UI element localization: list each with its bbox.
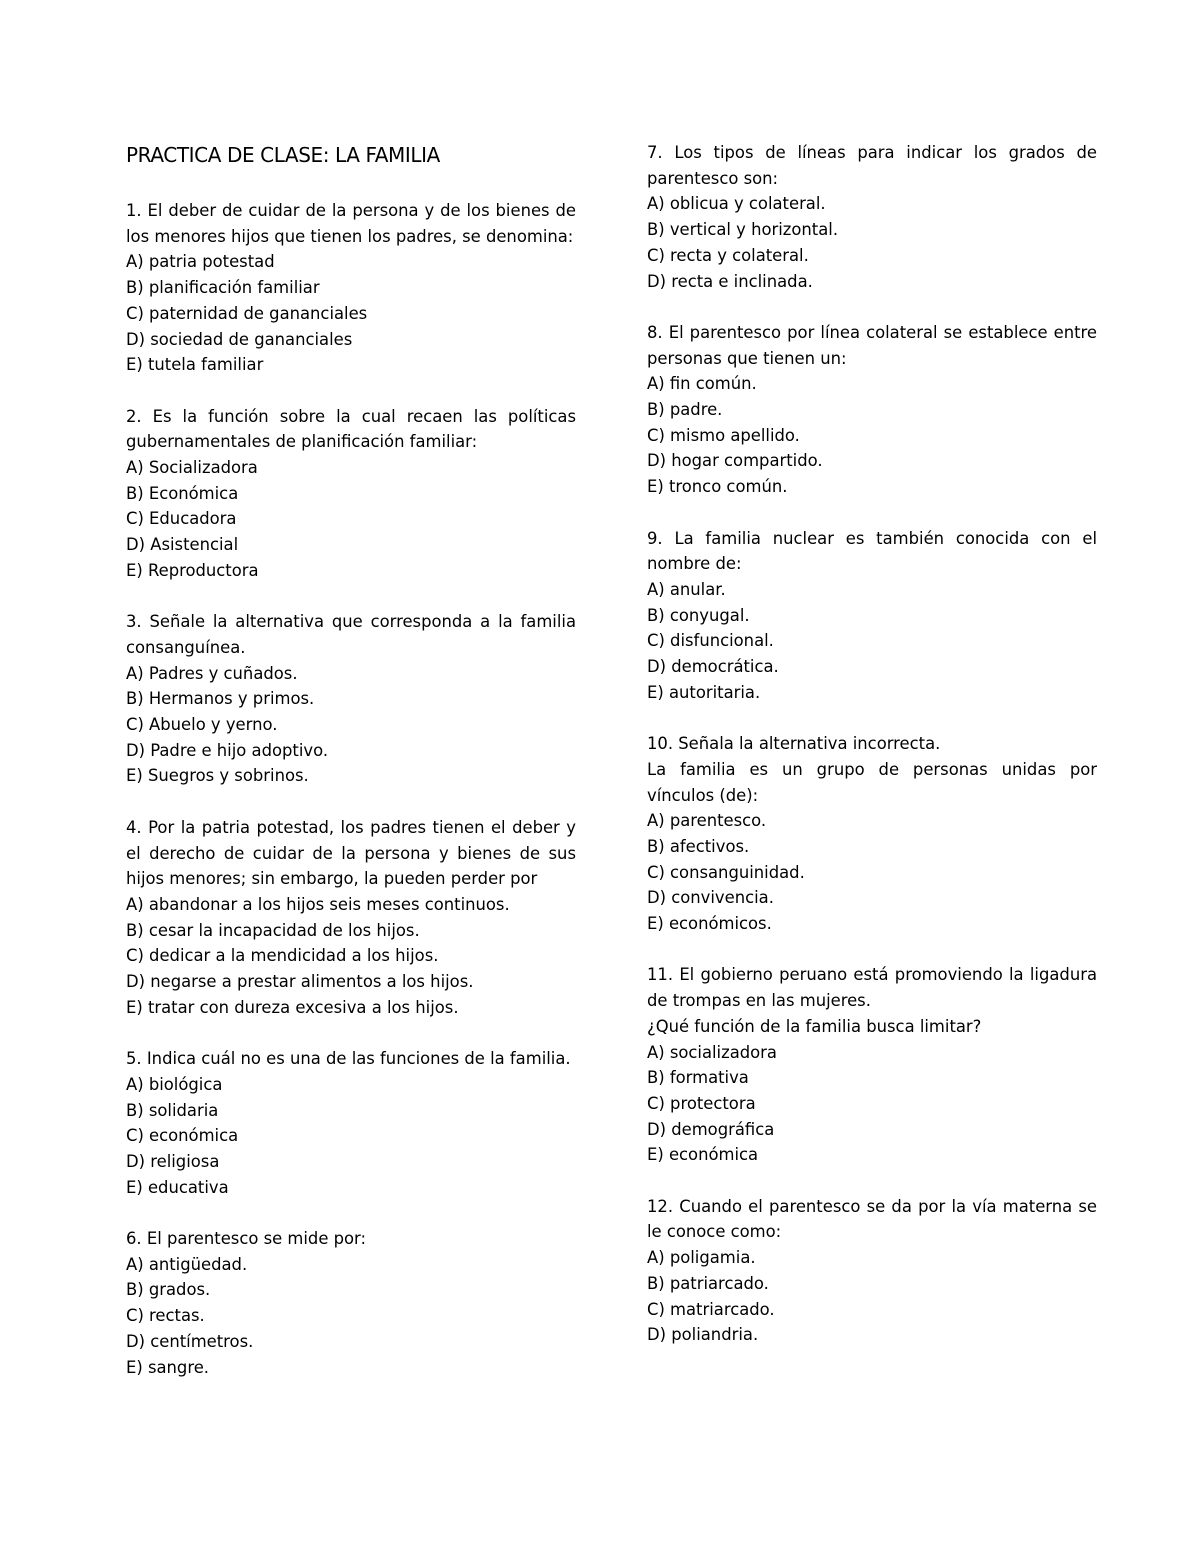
option-a: A) Socializadora — [126, 458, 258, 478]
option-d: D) demográfica — [647, 1119, 775, 1139]
option-c: C) Abuelo y yerno. — [126, 715, 278, 735]
option-a: A) biológica — [126, 1074, 223, 1094]
question-subtext: ¿Qué función de la familia busca limitar? — [647, 1016, 982, 1036]
option-c: C) protectora — [647, 1093, 756, 1113]
option-b: B) afectivos. — [647, 836, 750, 856]
question-text: 12. Cuando el parentesco se da por la vía materna se le conoce como: — [647, 1196, 1097, 1242]
option-c: C) recta y colateral. — [647, 245, 809, 265]
option-b: B) cesar la incapacidad de los hijos. — [126, 920, 420, 940]
left-column — [126, 140, 576, 1406]
option-b: B) vertical y horizontal. — [647, 220, 839, 240]
option-b: B) conyugal. — [647, 605, 750, 625]
option-a: A) antigüedad. — [126, 1254, 248, 1274]
option-e: E) tutela familiar — [126, 355, 264, 375]
question-text: 6. El parentesco se mide por: — [126, 1229, 367, 1249]
option-c: C) dedicar a la mendicidad a los hijos. — [126, 946, 439, 966]
option-list — [647, 808, 1097, 937]
option-a: A) abandonar a los hijos seis meses continuos. — [126, 894, 510, 914]
option-c: C) paternidad de gananciales — [126, 303, 368, 323]
option-e: E) Reproductora — [126, 560, 259, 580]
question-text: 9. La familia nuclear es también conocida con el nombre de: — [647, 528, 1097, 574]
option-e: E) tratar con dureza excesiva a los hijos. — [126, 997, 459, 1017]
option-e: E) autoritaria. — [647, 682, 761, 702]
option-a: A) socializadora — [647, 1042, 777, 1062]
option-a: A) fin común. — [647, 374, 757, 394]
option-d: D) religiosa — [126, 1151, 220, 1171]
option-e: E) Suegros y sobrinos. — [126, 766, 309, 786]
question-text: 10. Señala la alternativa incorrecta. — [647, 734, 941, 754]
question-2 — [126, 404, 576, 584]
question-text: 5. Indica cuál no es una de las funciones de la familia. — [126, 1049, 571, 1069]
option-b: B) formativa — [647, 1068, 749, 1088]
question-text: 2. Es la función sobre la cual recaen las políticas gubernamentales de planificación familiar: — [126, 406, 576, 452]
option-list — [647, 371, 1097, 500]
option-d: D) hogar compartido. — [647, 451, 823, 471]
option-list — [126, 1252, 576, 1381]
question-5 — [126, 1046, 576, 1200]
question-10 — [647, 731, 1097, 937]
question-3 — [126, 609, 576, 789]
option-e: E) económica — [647, 1145, 759, 1165]
option-b: B) padre. — [647, 400, 723, 420]
option-d: D) democrática. — [647, 657, 779, 677]
option-list — [126, 1072, 576, 1201]
option-c: C) económica — [126, 1126, 239, 1146]
option-c: C) consanguinidad. — [647, 862, 805, 882]
question-4 — [126, 815, 576, 1021]
option-a: A) Padres y cuñados. — [126, 663, 298, 683]
option-b: B) Hermanos y primos. — [126, 689, 315, 709]
option-list — [647, 1245, 1097, 1348]
option-list — [126, 892, 576, 1021]
option-d: D) Padre e hijo adoptivo. — [126, 740, 329, 760]
option-list — [647, 577, 1097, 706]
question-12 — [647, 1194, 1097, 1348]
question-11 — [647, 962, 1097, 1168]
option-d: D) Asistencial — [126, 535, 239, 555]
question-text: 4. Por la patria potestad, los padres tienen el deber y el derecho de cuidar de la persona y bienes de sus hijos menores; sin embargo, la pueden perder por — [126, 817, 576, 889]
option-d: D) centímetros. — [126, 1331, 254, 1351]
option-list — [647, 191, 1097, 294]
option-a: A) poligamia. — [647, 1248, 756, 1268]
option-d: D) poliandria. — [647, 1325, 759, 1345]
option-c: C) rectas. — [126, 1306, 205, 1326]
option-a: A) parentesco. — [647, 811, 767, 831]
option-b: B) planificación familiar — [126, 278, 320, 298]
question-9 — [647, 526, 1097, 706]
option-e: E) económicos. — [647, 914, 772, 934]
option-c: C) disfuncional. — [647, 631, 774, 651]
question-text: 3. Señale la alternativa que corresponda a la familia consanguínea. — [126, 612, 576, 657]
option-b: B) grados. — [126, 1280, 211, 1300]
option-c: C) Educadora — [126, 509, 237, 529]
option-e: E) tronco común. — [647, 477, 788, 497]
option-a: A) patria potestad — [126, 252, 275, 272]
question-8 — [647, 320, 1097, 500]
question-text: 8. El parentesco por línea colateral se establece entre personas que tienen un: — [647, 322, 1097, 368]
option-list — [126, 455, 576, 584]
option-list — [647, 1040, 1097, 1169]
option-c: C) mismo apellido. — [647, 425, 800, 445]
question-text: 1. El deber de cuidar de la persona y de los bienes de los menores hijos que tienen los padres, se denomina: — [126, 201, 576, 246]
option-a: A) anular. — [647, 579, 726, 599]
question-text: 11. El gobierno peruano está promoviendo la ligadura de trompas en las mujeres. — [647, 965, 1097, 1011]
option-e: E) educativa — [126, 1177, 229, 1197]
option-b: B) solidaria — [126, 1100, 219, 1120]
option-d: D) convivencia. — [647, 888, 774, 908]
question-1 — [126, 198, 576, 378]
option-a: A) oblicua y colateral. — [647, 194, 826, 214]
question-7 — [647, 140, 1097, 294]
question-subtext: La familia es un grupo de personas unidas por vínculos (de): — [647, 759, 1097, 805]
option-d: D) recta e inclinada. — [647, 271, 813, 291]
option-d: D) sociedad de gananciales — [126, 329, 353, 349]
page-title: PRACTICA DE CLASE: LA FAMILIA — [126, 143, 440, 167]
option-list — [126, 661, 576, 790]
option-e: E) sangre. — [126, 1357, 210, 1377]
option-d: D) negarse a prestar alimentos a los hijos. — [126, 972, 474, 992]
question-6 — [126, 1226, 576, 1380]
question-text: 7. Los tipos de líneas para indicar los grados de parentesco son: — [647, 143, 1097, 188]
option-b: B) patriarcado. — [647, 1273, 769, 1293]
option-list — [126, 249, 576, 378]
option-c: C) matriarcado. — [647, 1299, 775, 1319]
option-b: B) Económica — [126, 483, 239, 503]
right-column — [647, 140, 1097, 1374]
